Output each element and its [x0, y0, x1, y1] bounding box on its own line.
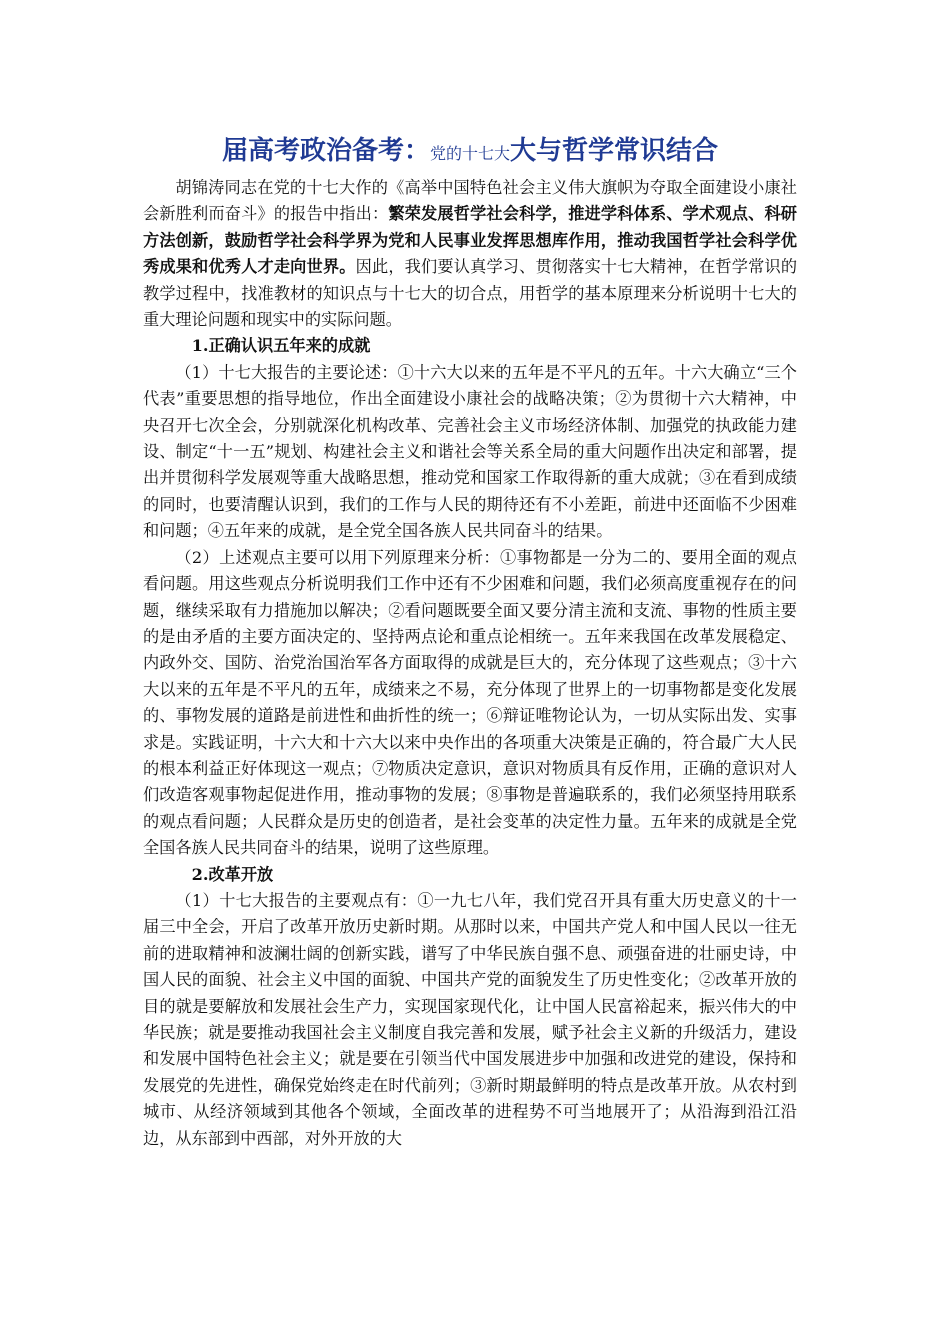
title-part-3: 大与哲学常识结合: [510, 136, 719, 166]
section-1-heading: 1.正确认识五年来的成就: [191, 336, 371, 356]
intro-paragraph: [143, 175, 797, 333]
section-1-paragraph-1: （1）十七大报告的主要论述：①十六大以来的五年是不平凡的五年。十六大确立“三个代表”重要思想的指导地位，作出全面建设小康社会的战略决策；②为贯彻十六大精神，中央召开七次全会，分别就深化机构改革、完善社会主义市场经济体制、加强党的执政能力建设、制定“十一五”规划、构建社会主义和谐社会等关系全局的重大问题作出决定和部署，提出并贯彻科学发展观等重大战略思想，推动党和国家工作取得新的重大成就；③在看到成绩的同时，也要清醒认识到，我们的工作与人民的期待还有不小差距，前进中还面临不少困难和问题；④五年来的成就，是全党全国各族人民共同奋斗的结果。: [143, 362, 797, 541]
intro-text-2: 因此，我们要认真学习、贯彻落实十七大精神，在哲学常识的教学过程中，找准教材的知识点与十七大的切合点，用哲学的基本原理来分析说明十七大的重大理论问题和现实中的实际问题。: [143, 257, 798, 330]
document-page: [143, 130, 797, 1152]
title-part-2: 党的十七大: [429, 144, 510, 163]
intro-bold-quote: 繁荣发展哲学社会科学，推进学科体系、学术观点、科研方法创新，鼓励哲学社会科学界为党和人民事业发挥思想库作用，推动我国哲学社会科学优秀成果和优秀人才走向世界。: [143, 204, 797, 277]
section-1-paragraph-2: （2）上述观点主要可以用下列原理来分析：①事物都是一分为二的、要用全面的观点看问题。用这些观点分析说明我们工作中还有不少困难和问题，我们必须高度重视存在的问题，继续采取有力措施加以解决；②看问题既要全面又要分清主流和支流、事物的性质主要的是由矛盾的主要方面决定的、坚持两点论和重点论相统一。五年来我国在改革发展稳定、内政外交、国防、治党治国治军各方面取得的成就是巨大的，充分体现了这些观点；③十六大以来的五年是不平凡的五年，成绩来之不易，充分体现了世界上的一切事物都是变化发展的、事物发展的道路是前进性和曲折性的统一；⑥辩证唯物论认为，一切从实际出发、实事求是。实践证明，十六大和十六大以来中央作出的各项重大决策是正确的，符合最广大人民的根本利益正好体现这一观点；⑦物质决定意识，意识对物质具有反作用，正确的意识对人们改造客观事物起促进作用，推动事物的发展；⑧事物是普遍联系的，我们必须坚持用联系的观点看问题；人民群众是历史的创造者，是社会变革的决定性力量。五年来的成就是全党全国各族人民共同奋斗的结果，说明了这些原理。: [143, 547, 797, 858]
document-title: [143, 130, 797, 175]
section-2-paragraph-1: （1）十七大报告的主要观点有：①一九七八年，我们党召开具有重大历史意义的十一届三中全会，开启了改革开放历史新时期。从那时以来，中国共产党人和中国人民以一往无前的进取精神和波澜壮阔的创新实践，谱写了中华民族自强不息、顽强奋进的壮丽史诗，中国人民的面貌、社会主义中国的面貌、中国共产党的面貌发生了历史性变化；②改革开放的目的就是要解放和发展社会生产力，实现国家现代化，让中国人民富裕起来，振兴伟大的中华民族；就是要推动我国社会主义制度自我完善和发展，赋予社会主义新的升级活力，建设和发展中国特色社会主义；就是要在引领当代中国发展进步中加强和改进党的建设，保持和发展党的先进性，确保党始终走在时代前列；③新时期最鲜明的特点是改革开放。从农村到城市、从经济领域到其他各个领域，全面改革的进程势不可当地展开了；从沿海到沿江沿边，从东部到中西部，对外开放的大: [143, 890, 797, 1148]
section-2-heading: 2.改革开放: [191, 864, 274, 884]
intro-text-1: 胡锦涛同志在党的十七大作的《高举中国特色社会主义伟大旗帜为夺取全面建设小康社会新胜利而奋斗》的报告中指出：: [143, 178, 797, 224]
title-part-1: 届高考政治备考：: [221, 136, 430, 166]
